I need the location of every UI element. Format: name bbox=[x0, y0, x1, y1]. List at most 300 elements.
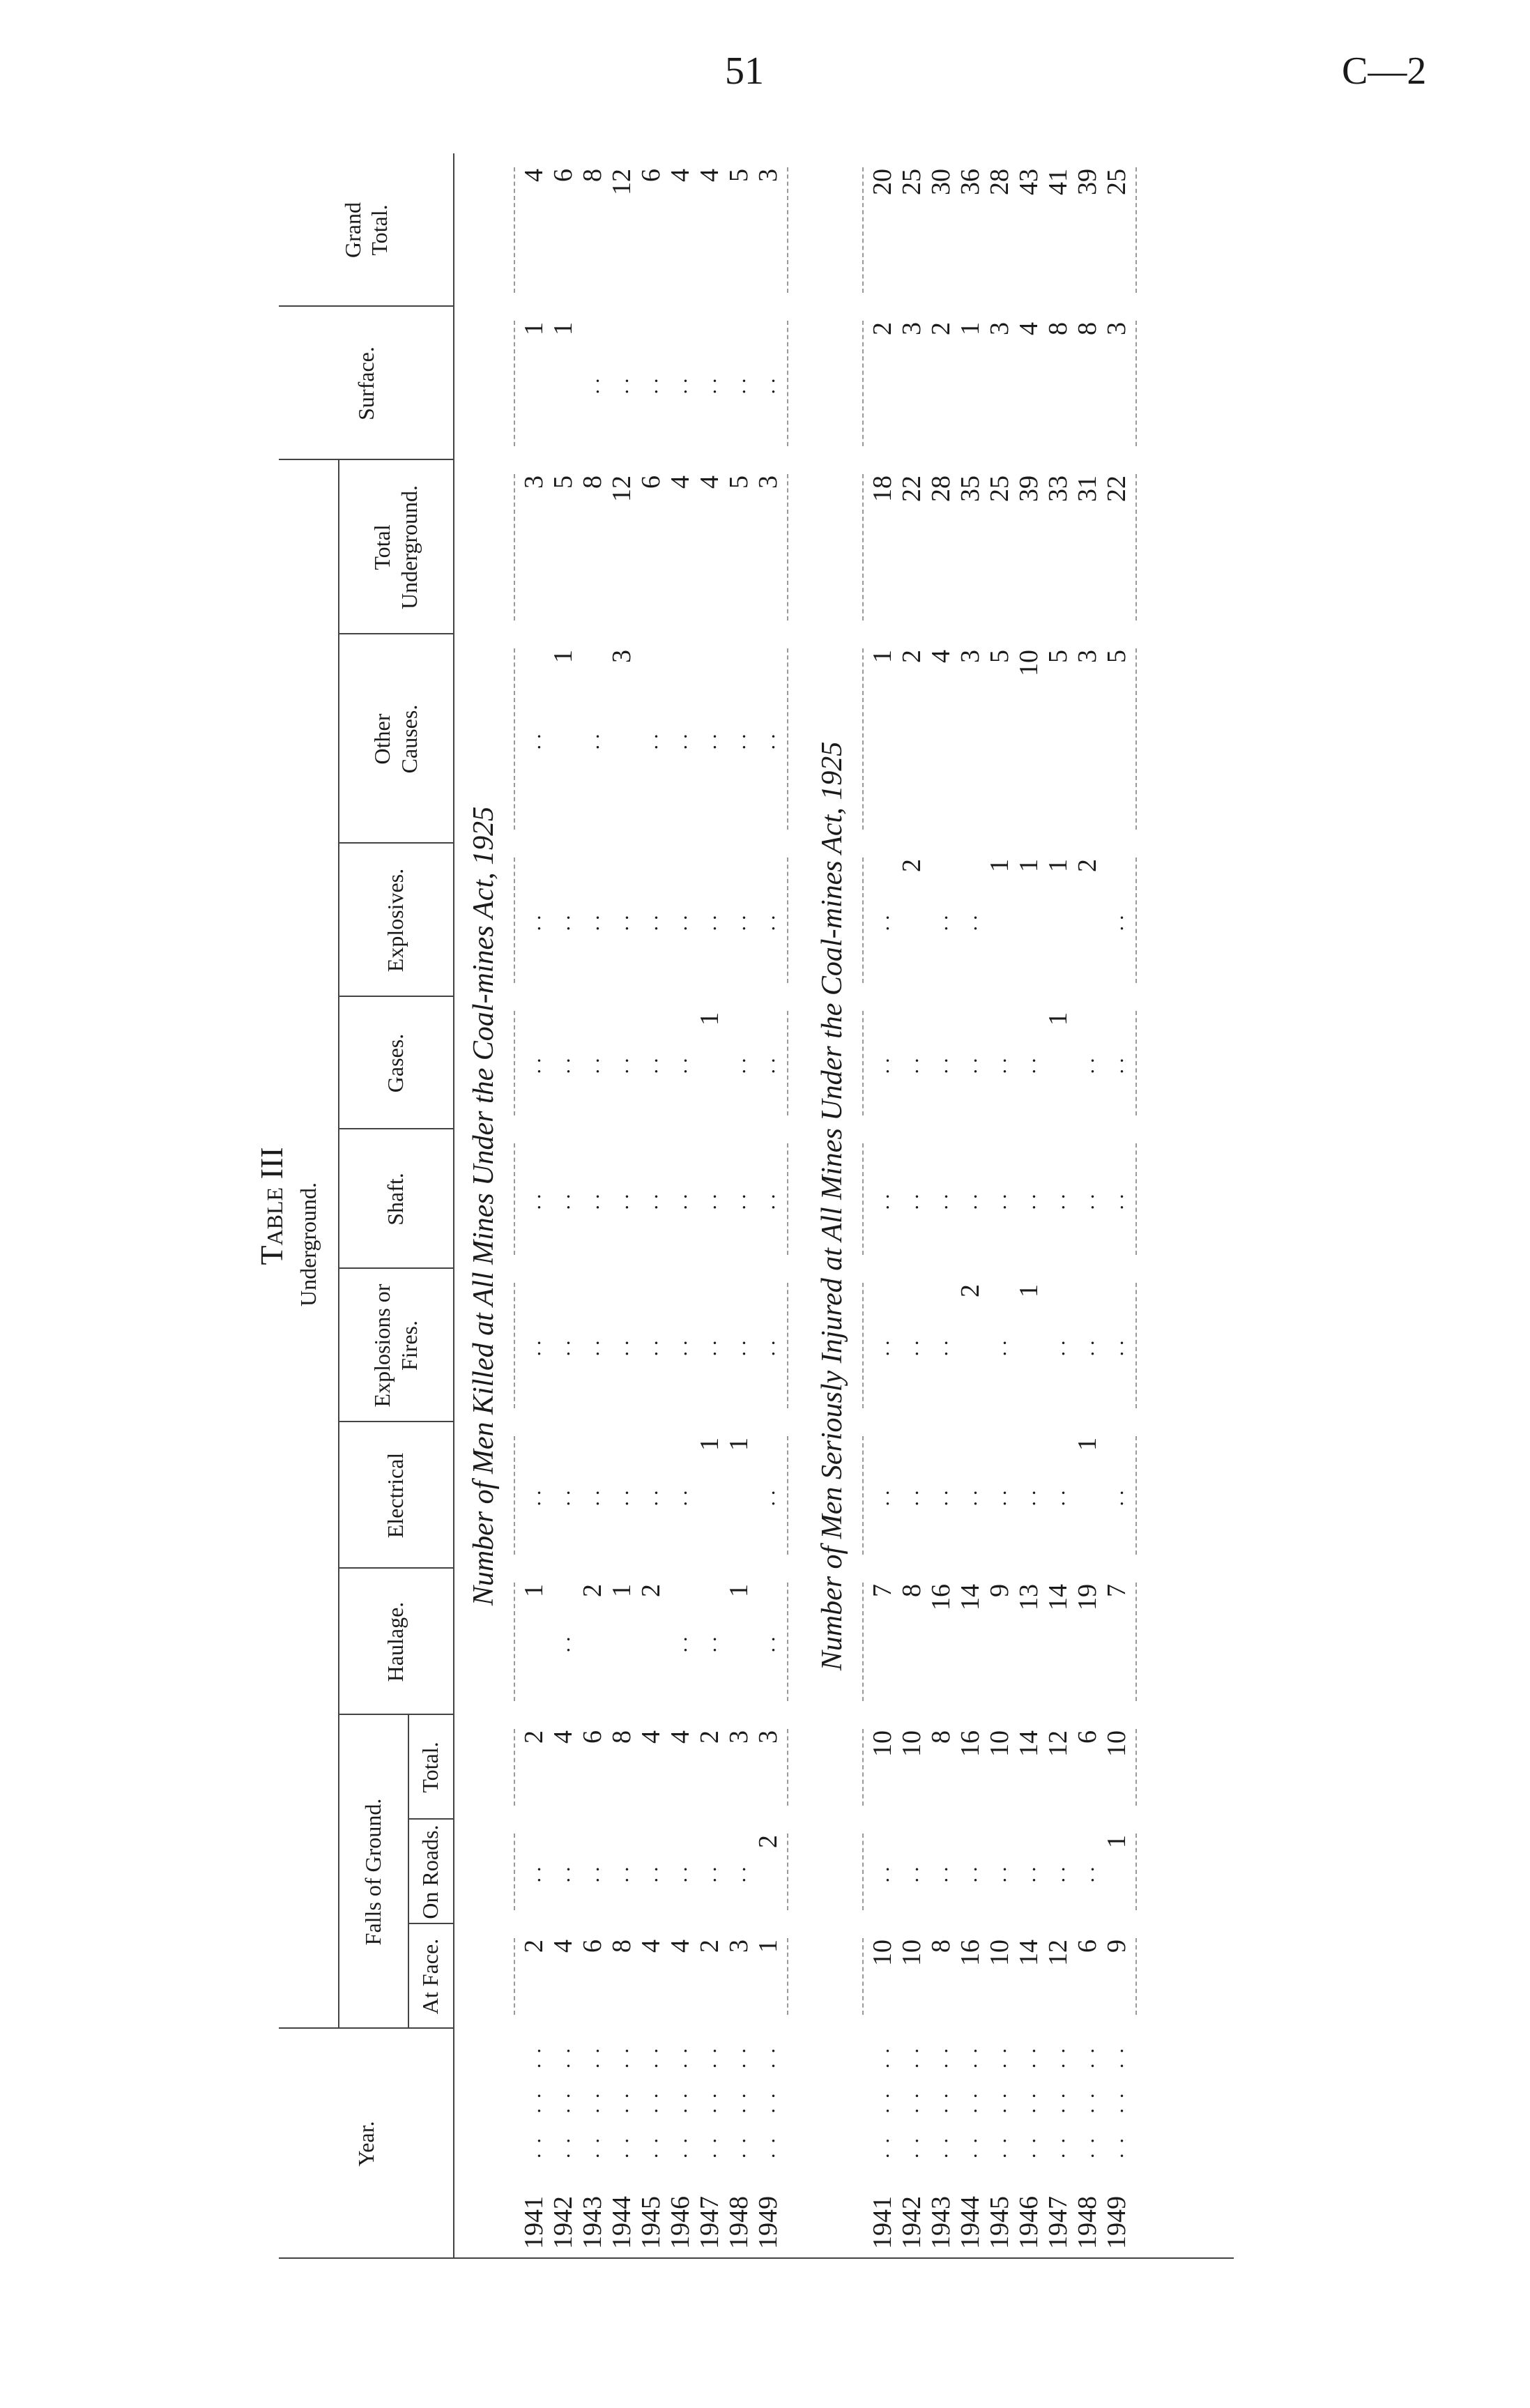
at-face-cell: 10 bbox=[985, 1940, 1014, 1966]
explosions-cell: .. bbox=[581, 1334, 604, 1357]
at-face-cell: 10 bbox=[897, 1940, 926, 1966]
grand-total-cell: 36 bbox=[956, 169, 985, 195]
on-roads-cell: .. bbox=[639, 1861, 662, 1883]
section-bottom-rule bbox=[787, 1834, 788, 1910]
grand-total-cell: 28 bbox=[985, 169, 1014, 195]
header-total-underground: Total Underground. bbox=[369, 485, 422, 610]
year-cell bbox=[1073, 2029, 1102, 2259]
other-causes-cell: .. bbox=[756, 728, 779, 750]
total-underground-cell: 4 bbox=[695, 475, 724, 489]
explosives-cell: 1 bbox=[985, 859, 1014, 872]
table-row bbox=[926, 153, 956, 2259]
gases-cell: .. bbox=[900, 1052, 923, 1074]
shaft-cell: .. bbox=[1017, 1188, 1040, 1210]
grand-total-cell: 4 bbox=[666, 169, 695, 182]
falls-total-cell: 4 bbox=[666, 1730, 695, 1744]
at-face-cell: 14 bbox=[1014, 1940, 1043, 1966]
electrical-cell: .. bbox=[988, 1484, 1011, 1507]
leader-dots: .. .. .. bbox=[900, 2039, 923, 2158]
haulage-cell: 1 bbox=[519, 1584, 549, 1597]
falls-total-cell: 14 bbox=[1014, 1730, 1043, 1757]
on-roads-cell: .. bbox=[698, 1861, 721, 1883]
other-causes-cell: .. bbox=[639, 728, 662, 750]
header-at-face: At Face. bbox=[418, 1938, 443, 2015]
on-roads-cell: 2 bbox=[753, 1835, 783, 1848]
explosives-cell: .. bbox=[1105, 909, 1128, 931]
falls-total-cell: 6 bbox=[1073, 1730, 1102, 1744]
rotated-table bbox=[254, 153, 1255, 2259]
shaft-cell: .. bbox=[1105, 1188, 1128, 1210]
header-grand-total: Grand Total. bbox=[339, 202, 392, 258]
section-bottom-rule bbox=[787, 167, 788, 293]
explosions-cell: .. bbox=[522, 1334, 545, 1357]
explosions-cell: .. bbox=[1105, 1334, 1128, 1357]
shaft-cell: .. bbox=[1046, 1188, 1069, 1210]
haulage-cell: 14 bbox=[956, 1584, 985, 1610]
explosions-cell: .. bbox=[668, 1334, 691, 1357]
electrical-cell: .. bbox=[581, 1484, 604, 1507]
explosions-cell: .. bbox=[1046, 1334, 1069, 1357]
table-row bbox=[897, 153, 926, 2259]
electrical-cell: .. bbox=[756, 1484, 779, 1507]
section-top-rule bbox=[862, 1436, 864, 1555]
table-row bbox=[985, 153, 1014, 2259]
explosives-cell: .. bbox=[639, 909, 662, 931]
total-underground-cell: 12 bbox=[607, 475, 636, 502]
section-bottom-rule bbox=[787, 1583, 788, 1701]
page-number: 51 bbox=[725, 49, 764, 93]
total-underground-cell: 8 bbox=[578, 475, 607, 489]
other-causes-cell: 5 bbox=[985, 650, 1014, 663]
surface-cell: .. bbox=[668, 372, 691, 395]
haulage-cell: 16 bbox=[926, 1584, 956, 1610]
haulage-cell: 13 bbox=[1014, 1584, 1043, 1610]
gases-cell: .. bbox=[1105, 1052, 1128, 1074]
section-top-rule bbox=[862, 1011, 864, 1115]
leader-dots: .. .. .. bbox=[581, 2039, 604, 2158]
table-row bbox=[578, 153, 607, 2259]
haulage-cell: .. bbox=[698, 1631, 721, 1653]
surface-cell: .. bbox=[756, 372, 779, 395]
leader-dots: .. .. .. bbox=[756, 2039, 779, 2158]
other-causes-cell: 3 bbox=[607, 650, 636, 663]
page-reference: C—2 bbox=[1342, 49, 1427, 93]
leader-dots: .. .. .. bbox=[522, 2039, 545, 2158]
grand-total-cell: 3 bbox=[753, 169, 783, 182]
leader-dots: .. .. .. bbox=[988, 2039, 1011, 2158]
electrical-cell: 1 bbox=[695, 1438, 724, 1451]
table-row bbox=[666, 153, 695, 2259]
explosions-cell: .. bbox=[610, 1334, 633, 1357]
surface-cell: .. bbox=[610, 372, 633, 395]
haulage-cell: 1 bbox=[607, 1584, 636, 1597]
haulage-cell: 2 bbox=[636, 1584, 666, 1597]
surface-cell: .. bbox=[727, 372, 750, 395]
section-bottom-rule bbox=[1135, 1834, 1137, 1910]
header-year: Year. bbox=[353, 2121, 378, 2167]
gases-cell: 1 bbox=[695, 1012, 724, 1026]
header-surface: Surface. bbox=[353, 346, 378, 420]
on-roads-cell: .. bbox=[668, 1861, 691, 1883]
table-row bbox=[549, 153, 578, 2259]
explosives-cell: .. bbox=[958, 909, 981, 931]
grand-total-cell: 43 bbox=[1014, 169, 1043, 195]
section-top-rule bbox=[514, 1938, 515, 2015]
haulage-cell: .. bbox=[756, 1631, 779, 1653]
grand-total-cell: 6 bbox=[636, 169, 666, 182]
at-face-cell: 4 bbox=[549, 1940, 578, 1953]
gases-cell: .. bbox=[727, 1052, 750, 1074]
year-cell bbox=[578, 2029, 607, 2259]
gases-cell: .. bbox=[988, 1052, 1011, 1074]
on-roads-cell: .. bbox=[988, 1861, 1011, 1883]
surface-cell: .. bbox=[581, 372, 604, 395]
falls-total-cell: 4 bbox=[549, 1730, 578, 1744]
year-cell bbox=[1014, 2029, 1043, 2259]
section-top-rule bbox=[514, 1729, 515, 1806]
falls-total-cell: 2 bbox=[519, 1730, 549, 1744]
electrical-cell: .. bbox=[871, 1484, 894, 1507]
falls-total-cell: 6 bbox=[578, 1730, 607, 1744]
shaft-cell: .. bbox=[988, 1188, 1011, 1210]
section-bottom-rule bbox=[1135, 858, 1137, 983]
total-underground-cell: 33 bbox=[1043, 475, 1073, 502]
at-face-cell: 10 bbox=[868, 1940, 897, 1966]
section-top-rule bbox=[862, 648, 864, 830]
explosions-cell: .. bbox=[900, 1334, 923, 1357]
on-roads-cell: .. bbox=[610, 1861, 633, 1883]
other-causes-cell: .. bbox=[698, 728, 721, 750]
gases-cell: .. bbox=[668, 1052, 691, 1074]
explosives-cell: .. bbox=[551, 909, 574, 931]
falls-total-cell: 16 bbox=[956, 1730, 985, 1757]
section-top-rule bbox=[514, 167, 515, 293]
surface-cell: 3 bbox=[985, 322, 1014, 335]
header-electrical: Electrical bbox=[383, 1452, 408, 1539]
surface-cell: 1 bbox=[519, 322, 549, 335]
year-value: 1942 bbox=[549, 2196, 578, 2249]
at-face-cell: 6 bbox=[1073, 1940, 1102, 1953]
falls-total-cell: 12 bbox=[1043, 1730, 1073, 1757]
total-underground-cell: 22 bbox=[1102, 475, 1131, 502]
header-explosives: Explosives. bbox=[383, 868, 408, 973]
falls-total-cell: 3 bbox=[724, 1730, 753, 1744]
header-underground: Underground. bbox=[296, 1182, 321, 1307]
haulage-cell: 7 bbox=[868, 1584, 897, 1597]
header-explosions: Explosions or Fires. bbox=[369, 1283, 422, 1408]
year-value: 1944 bbox=[607, 2196, 636, 2249]
haulage-cell: 19 bbox=[1073, 1584, 1102, 1610]
section-top-rule bbox=[862, 1834, 864, 1910]
falls-total-cell: 10 bbox=[985, 1730, 1014, 1757]
grand-total-cell: 25 bbox=[897, 169, 926, 195]
leader-dots: .. .. .. bbox=[958, 2039, 981, 2158]
table-row bbox=[636, 153, 666, 2259]
explosions-cell: .. bbox=[1076, 1334, 1099, 1357]
year-value: 1941 bbox=[868, 2196, 897, 2249]
shaft-cell: .. bbox=[610, 1188, 633, 1210]
surface-cell: 3 bbox=[1102, 322, 1131, 335]
explosives-cell: .. bbox=[581, 909, 604, 931]
on-roads-cell: .. bbox=[581, 1861, 604, 1883]
electrical-cell: .. bbox=[1105, 1484, 1128, 1507]
leader-dots: .. .. .. bbox=[551, 2039, 574, 2158]
explosions-cell: .. bbox=[639, 1334, 662, 1357]
electrical-cell: .. bbox=[639, 1484, 662, 1507]
section-bottom-rule bbox=[1135, 1583, 1137, 1701]
leader-dots: .. .. .. bbox=[727, 2039, 750, 2158]
other-causes-cell: .. bbox=[668, 728, 691, 750]
explosions-cell: .. bbox=[871, 1334, 894, 1357]
section-top-rule bbox=[862, 1729, 864, 1806]
shaft-cell: .. bbox=[522, 1188, 545, 1210]
explosions-cell: 2 bbox=[956, 1284, 985, 1297]
section-bottom-rule bbox=[1135, 1436, 1137, 1555]
grand-total-cell: 20 bbox=[868, 169, 897, 195]
explosives-cell: 1 bbox=[1043, 859, 1073, 872]
total-underground-cell: 18 bbox=[868, 475, 897, 502]
gases-cell: .. bbox=[756, 1052, 779, 1074]
year-cell bbox=[897, 2029, 926, 2259]
other-causes-cell: .. bbox=[727, 728, 750, 750]
gases-cell: .. bbox=[1076, 1052, 1099, 1074]
table-row bbox=[519, 153, 549, 2259]
year-cell bbox=[956, 2029, 985, 2259]
section-top-rule bbox=[514, 1583, 515, 1701]
total-underground-cell: 28 bbox=[926, 475, 956, 502]
surface-cell: 2 bbox=[926, 322, 956, 335]
shaft-cell: .. bbox=[698, 1188, 721, 1210]
on-roads-cell: .. bbox=[1017, 1861, 1040, 1883]
electrical-cell: .. bbox=[1046, 1484, 1069, 1507]
table-row bbox=[695, 153, 724, 2259]
section-title-killed: Number of Men Killed at All Mines Under the Coal-mines Act, 1925 bbox=[468, 806, 500, 1606]
explosions-cell: .. bbox=[727, 1334, 750, 1357]
header-shaft: Shaft. bbox=[383, 1173, 408, 1226]
at-face-cell: 3 bbox=[724, 1940, 753, 1953]
falls-total-cell: 2 bbox=[695, 1730, 724, 1744]
falls-total-cell: 4 bbox=[636, 1730, 666, 1744]
year-value: 1948 bbox=[724, 2196, 753, 2249]
section-bottom-rule bbox=[787, 1283, 788, 1408]
section-bottom-rule bbox=[787, 648, 788, 830]
header-on-roads: On Roads. bbox=[418, 1824, 443, 1919]
section-top-rule bbox=[514, 858, 515, 983]
total-underground-cell: 5 bbox=[724, 475, 753, 489]
falls-total-cell: 10 bbox=[868, 1730, 897, 1757]
header-bottom-rule bbox=[453, 153, 454, 2259]
year-value: 1945 bbox=[985, 2196, 1014, 2249]
header-haulage: Haulage. bbox=[383, 1601, 408, 1682]
grand-total-cell: 30 bbox=[926, 169, 956, 195]
gases-cell: .. bbox=[871, 1052, 894, 1074]
grand-total-cell: 5 bbox=[724, 169, 753, 182]
year-cell bbox=[724, 2029, 753, 2259]
haulage-cell: 9 bbox=[985, 1584, 1014, 1597]
year-value: 1947 bbox=[695, 2196, 724, 2249]
section-top-rule bbox=[862, 474, 864, 620]
on-roads-cell: .. bbox=[929, 1861, 952, 1883]
surface-cell: .. bbox=[698, 372, 721, 395]
electrical-cell: .. bbox=[900, 1484, 923, 1507]
shaft-cell: .. bbox=[756, 1188, 779, 1210]
section-top-rule bbox=[514, 321, 515, 446]
header-other-causes: Other Causes. bbox=[369, 704, 422, 774]
section-bottom-rule bbox=[787, 1729, 788, 1806]
at-face-cell: 16 bbox=[956, 1940, 985, 1966]
total-underground-cell: 39 bbox=[1014, 475, 1043, 502]
haulage-cell: 8 bbox=[897, 1584, 926, 1597]
explosives-cell: .. bbox=[756, 909, 779, 931]
haulage-cell: .. bbox=[668, 1631, 691, 1653]
falls-total-cell: 8 bbox=[926, 1730, 956, 1744]
year-value: 1943 bbox=[578, 2196, 607, 2249]
section-top-rule bbox=[862, 1283, 864, 1408]
leader-dots: .. .. .. bbox=[668, 2039, 691, 2158]
explosions-cell: .. bbox=[698, 1334, 721, 1357]
header-gases: Gases. bbox=[383, 1033, 408, 1093]
year-cell bbox=[636, 2029, 666, 2259]
section-bottom-rule bbox=[1135, 1143, 1137, 1255]
gases-cell: .. bbox=[610, 1052, 633, 1074]
electrical-cell: 1 bbox=[724, 1438, 753, 1451]
electrical-cell: .. bbox=[668, 1484, 691, 1507]
year-cell bbox=[1102, 2029, 1131, 2259]
section-bottom-rule bbox=[787, 1011, 788, 1115]
shaft-cell: .. bbox=[639, 1188, 662, 1210]
year-value: 1948 bbox=[1073, 2196, 1102, 2249]
section-bottom-rule bbox=[1135, 1283, 1137, 1408]
header-falls-of-ground: Falls of Ground. bbox=[360, 1798, 385, 1946]
haulage-cell: 1 bbox=[724, 1584, 753, 1597]
haulage-cell: 2 bbox=[578, 1584, 607, 1597]
falls-total-cell: 10 bbox=[897, 1730, 926, 1757]
section-bottom-rule bbox=[787, 474, 788, 620]
electrical-cell: 1 bbox=[1073, 1438, 1102, 1451]
total-underground-cell: 5 bbox=[549, 475, 578, 489]
at-face-cell: 4 bbox=[666, 1940, 695, 1953]
surface-cell: 1 bbox=[956, 322, 985, 335]
explosives-cell: .. bbox=[929, 909, 952, 931]
year-cell bbox=[695, 2029, 724, 2259]
at-face-cell: 1 bbox=[753, 1940, 783, 1953]
year-value: 1942 bbox=[897, 2196, 926, 2249]
surface-cell: .. bbox=[639, 372, 662, 395]
other-causes-cell: 10 bbox=[1014, 650, 1043, 676]
electrical-cell: .. bbox=[1017, 1484, 1040, 1507]
shaft-cell: .. bbox=[958, 1188, 981, 1210]
section-bottom-rule bbox=[1135, 1011, 1137, 1115]
electrical-cell: .. bbox=[929, 1484, 952, 1507]
section-bottom-rule bbox=[787, 858, 788, 983]
leader-dots: .. .. .. bbox=[1105, 2039, 1128, 2158]
section-bottom-rule bbox=[787, 1938, 788, 2015]
grand-total-cell: 39 bbox=[1073, 169, 1102, 195]
gases-cell: 1 bbox=[1043, 1012, 1073, 1026]
table-row bbox=[868, 153, 897, 2259]
section-top-rule bbox=[514, 648, 515, 830]
surface-cell: 2 bbox=[868, 322, 897, 335]
shaft-cell: .. bbox=[581, 1188, 604, 1210]
leader-dots: .. .. .. bbox=[698, 2039, 721, 2158]
surface-cell: 3 bbox=[897, 322, 926, 335]
grand-total-cell: 25 bbox=[1102, 169, 1131, 195]
at-face-cell: 6 bbox=[578, 1940, 607, 1953]
year-cell bbox=[549, 2029, 578, 2259]
electrical-cell: .. bbox=[522, 1484, 545, 1507]
at-face-cell: 12 bbox=[1043, 1940, 1073, 1966]
leader-dots: .. .. .. bbox=[929, 2039, 952, 2158]
year-value: 1943 bbox=[926, 2196, 956, 2249]
on-roads-cell: .. bbox=[551, 1861, 574, 1883]
surface-cell: 4 bbox=[1014, 322, 1043, 335]
section-bottom-rule bbox=[787, 1143, 788, 1255]
shaft-cell: .. bbox=[551, 1188, 574, 1210]
explosions-cell: .. bbox=[551, 1334, 574, 1357]
total-underground-cell: 6 bbox=[636, 475, 666, 489]
section-top-rule bbox=[514, 1436, 515, 1555]
surface-cell: 1 bbox=[549, 322, 578, 335]
leader-dots: .. .. .. bbox=[1076, 2039, 1099, 2158]
gases-cell: .. bbox=[929, 1052, 952, 1074]
other-causes-cell: 2 bbox=[897, 650, 926, 663]
explosives-cell: .. bbox=[610, 909, 633, 931]
at-face-cell: 4 bbox=[636, 1940, 666, 1953]
year-cell bbox=[519, 2029, 549, 2259]
section-top-rule bbox=[514, 1011, 515, 1115]
section-bottom-rule bbox=[1135, 474, 1137, 620]
section-bottom-rule bbox=[787, 1436, 788, 1555]
explosives-cell: 2 bbox=[897, 859, 926, 872]
surface-cell: 8 bbox=[1073, 322, 1102, 335]
section-top-rule bbox=[862, 167, 864, 293]
total-underground-cell: 3 bbox=[753, 475, 783, 489]
section-top-rule bbox=[862, 1143, 864, 1255]
year-value: 1946 bbox=[666, 2196, 695, 2249]
grand-total-cell: 4 bbox=[519, 169, 549, 182]
year-value: 1947 bbox=[1043, 2196, 1073, 2249]
at-face-cell: 8 bbox=[926, 1940, 956, 1953]
on-roads-cell: .. bbox=[1046, 1861, 1069, 1883]
other-causes-cell: 3 bbox=[956, 650, 985, 663]
total-underground-cell: 22 bbox=[897, 475, 926, 502]
shaft-cell: .. bbox=[727, 1188, 750, 1210]
on-roads-cell: .. bbox=[1076, 1861, 1099, 1883]
explosives-cell: .. bbox=[698, 909, 721, 931]
at-face-cell: 8 bbox=[607, 1940, 636, 1953]
section-top-rule bbox=[514, 1283, 515, 1408]
section-top-rule bbox=[862, 1938, 864, 2015]
section-top-rule bbox=[514, 474, 515, 620]
at-face-cell: 9 bbox=[1102, 1940, 1131, 1953]
section-top-rule bbox=[862, 1583, 864, 1701]
section-top-rule bbox=[862, 858, 864, 983]
other-causes-cell: 4 bbox=[926, 650, 956, 663]
total-underground-cell: 31 bbox=[1073, 475, 1102, 502]
year-cell bbox=[1043, 2029, 1073, 2259]
section-top-rule bbox=[514, 1143, 515, 1255]
section-bottom-rule bbox=[1135, 648, 1137, 830]
other-causes-cell: .. bbox=[581, 728, 604, 750]
on-roads-cell: .. bbox=[522, 1861, 545, 1883]
at-face-cell: 2 bbox=[519, 1940, 549, 1953]
year-value: 1944 bbox=[956, 2196, 985, 2249]
section-top-rule bbox=[862, 321, 864, 446]
year-value: 1949 bbox=[1102, 2196, 1131, 2249]
total-underground-cell: 25 bbox=[985, 475, 1014, 502]
section-bottom-rule bbox=[1135, 167, 1137, 293]
explosives-cell: .. bbox=[522, 909, 545, 931]
